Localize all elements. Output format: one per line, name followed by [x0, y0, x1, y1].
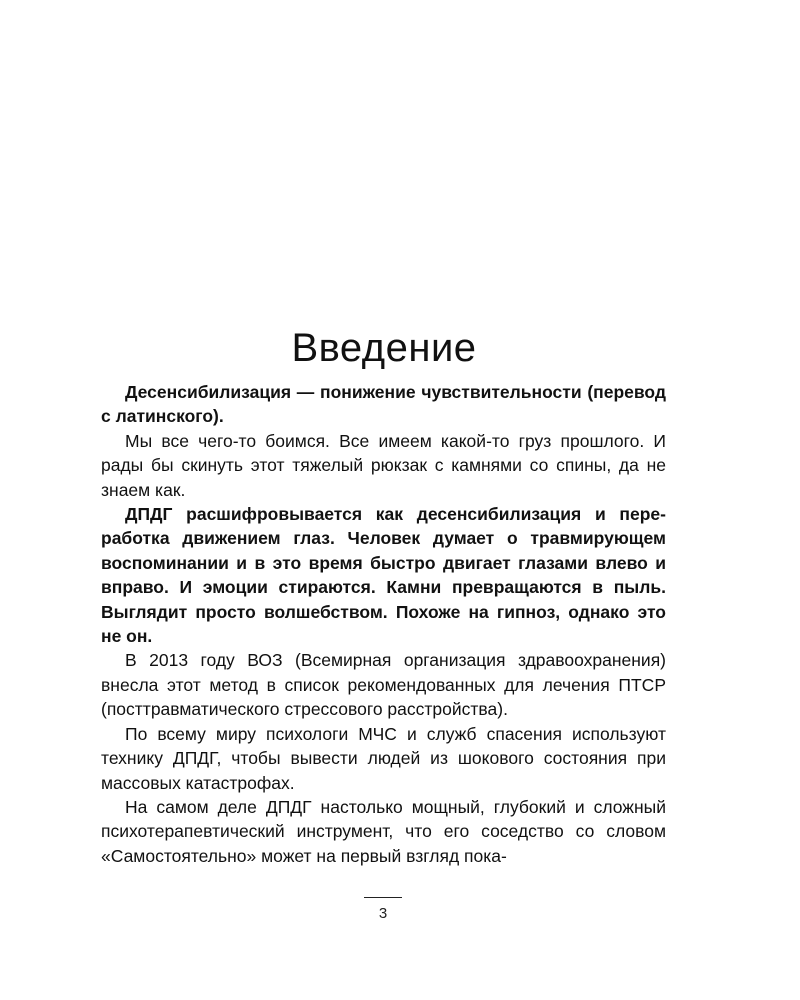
paragraph-rescue-services: По всему миру психологи МЧС и служб спасения используют технику ДПДГ, чтобы вывести людей из шокового состояния при массовых катастрофах. [101, 723, 666, 793]
page-number: 3 [378, 905, 388, 922]
footer-rule [364, 897, 402, 898]
chapter-body [101, 380, 666, 868]
paragraph-who-recommendation: В 2013 году ВОЗ (Всемирная организация здравоохранения) внесла этот метод в список рекомендованных для лечения ПТСР (посттравматического стрессового расстройства). [101, 650, 666, 720]
paragraph-powerful-tool: На самом деле ДПДГ настолько мощный, глубокий и сложный психотерапевтический инструмент, что его соседство со словом «Самостоятельно» может на первый взгляд пока- [101, 796, 666, 866]
paragraph-emdr-explanation: ДПДГ расшифровывается как десенсибилизация и переработка движением глаз. Человек думает о травмирующем воспоминании и в это время быстро двигает глазами влево и вправо. И эмоции стираются. Камни превращаются в пыль. Выглядит просто волшебством. Похоже на гипноз, однако это не он. [101, 504, 666, 647]
paragraph-fears: Мы все чего-то боимся. Все имеем какой-то груз прошлого. И рады бы скинуть этот тяжелый рюкзак с камнями со спины, да не знаем как. [101, 430, 666, 500]
chapter-title: Введение [291, 326, 477, 370]
paragraph-definition: Десенсибилизация — понижение чувствительности (перевод с латинского). [101, 382, 666, 427]
